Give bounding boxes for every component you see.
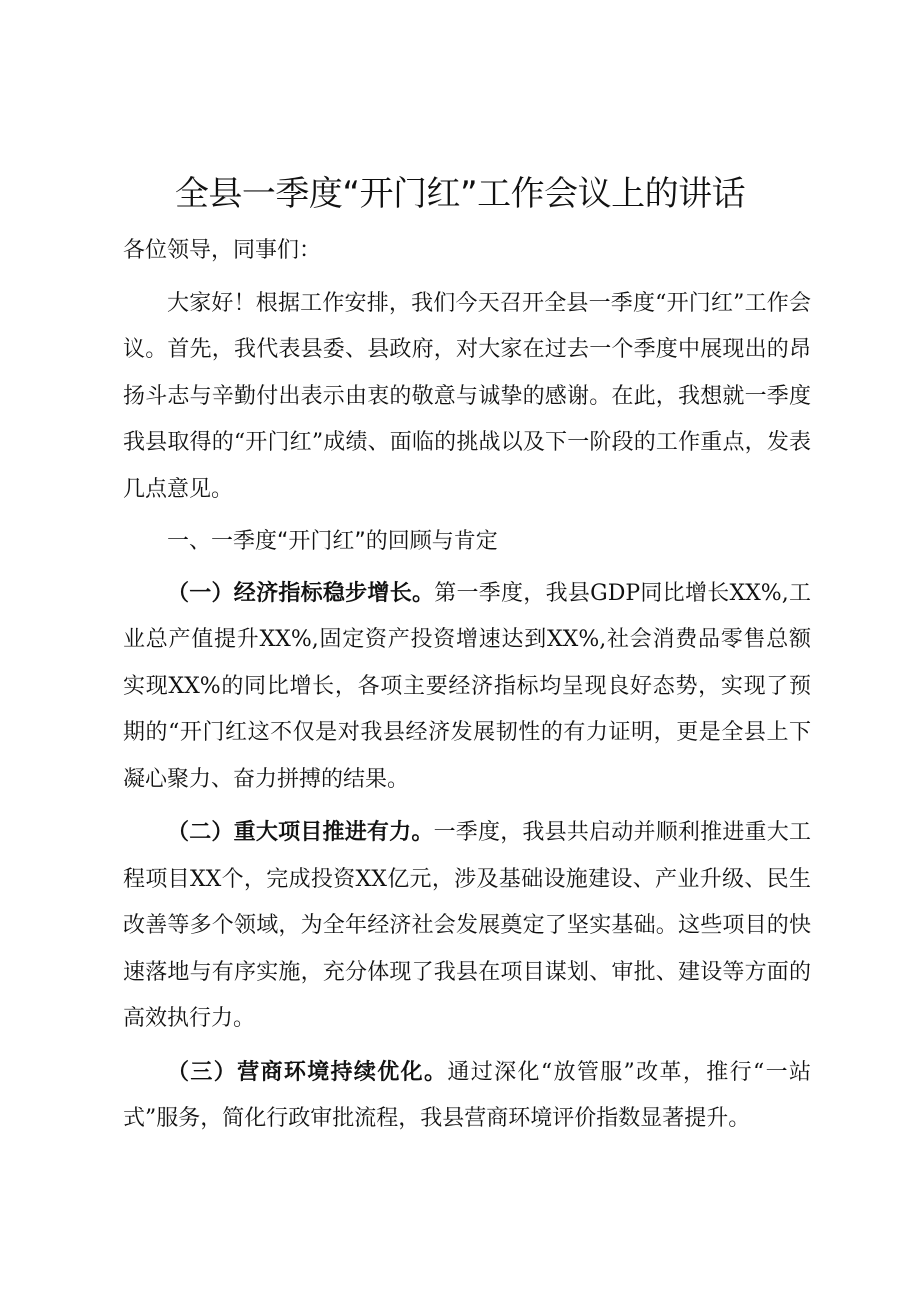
paragraph-lead: （一）经济指标稳步增长。 <box>167 579 435 606</box>
document-body <box>123 228 811 1143</box>
paragraph-item-2 <box>123 809 811 1043</box>
paragraph-text: 第一季度，我县GDP同比增长XX%,工业总产值提升XX%,固定资产投资增速达到XX%,社会消费品零售总额实现XX%的同比增长，各项主要经济指标均呈现良好态势，实现了预期的“开门红这不仅是对我县经济发展韧性的有力证明，更是全县上下凝心聚力、奋力拼搏的结果。 <box>123 580 811 792</box>
paragraph-lead: （二）重大项目推进有力。 <box>167 819 434 845</box>
paragraph-item-3 <box>123 1049 811 1143</box>
paragraph-lead: （三）营商环境持续优化。 <box>167 1058 448 1085</box>
paragraph-text: 一季度，我县共启动并顺利推进重大工程项目XX个，完成投资XX亿元，涉及基础设施建设、产业升级、民生改善等多个领域，为全年经济社会发展奠定了坚实基础。这些项目的快速落地与有序实施，充分体现了我县在项目谋划、审批、建设等方面的高效执行力。 <box>123 820 811 1031</box>
salutation: 各位领导，同事们： <box>123 238 322 263</box>
opening-paragraph: 大家好！根据工作安排，我们今天召开全县一季度“开门红”工作会议。首先，我代表县委、县政府，对大家在过去一个季度中展现出的昂扬斗志与辛勤付出表示由衷的敬意与诚挚的感谢。在此，我想就一季度我县取得的“开门红”成绩、面临的挑战以及下一阶段的工作重点，发表几点意见。 <box>123 290 811 502</box>
page-title: 全县一季度“开门红”工作会议上的讲话 <box>174 174 746 214</box>
paragraph-text: 通过深化“放管服”改革，推行“一站式”服务，简化行政审批流程，我县营商环境评价指数显著提升。 <box>123 1059 811 1131</box>
paragraph-item-1 <box>123 570 811 804</box>
section-heading: 一、一季度“开门红”的回顾与肯定 <box>167 529 498 554</box>
